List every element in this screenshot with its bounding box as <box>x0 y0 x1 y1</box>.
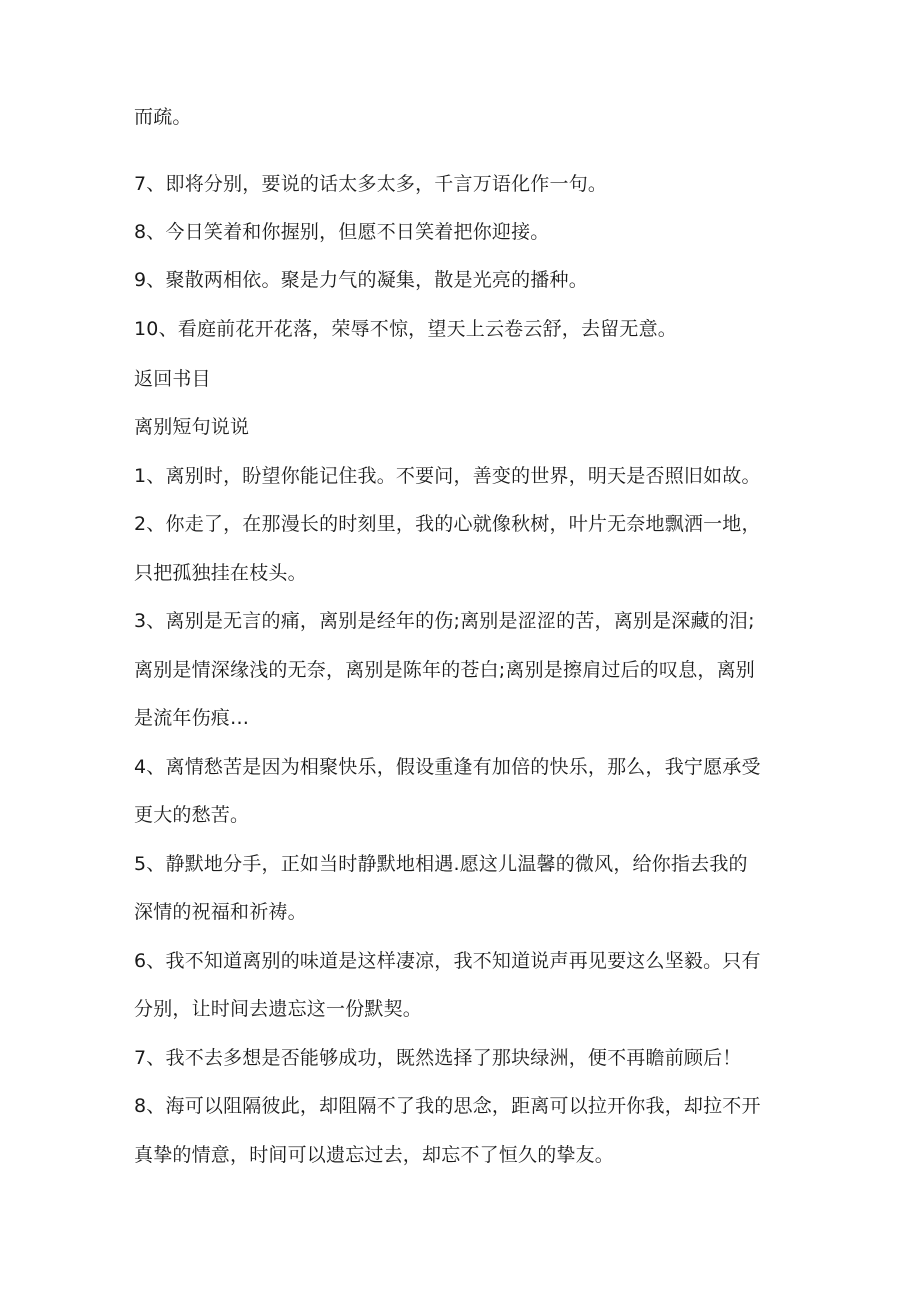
section-heading: 离别短句说说 <box>134 416 250 438</box>
text-line-item-9: 9、聚散两相依。聚是力气的凝集，散是光亮的播种。 <box>134 269 588 291</box>
text-line-item-1: 1、离别时，盼望你能记住我。不要问，善变的世界，明天是否照旧如故。 <box>134 465 761 487</box>
text-line-item-2: 2、你走了，在那漫长的时刻里，我的心就像秋树，叶片无奈地飘洒一地， <box>134 513 761 535</box>
text-line-item-10: 10、看庭前花开花落，荣辱不惊，望天上云卷云舒，去留无意。 <box>134 318 677 340</box>
text-line-item-6-cont: 分别，让时间去遗忘这一份默契。 <box>134 998 423 1020</box>
text-line-item-5: 5、静默地分手，正如当时静默地相遇.愿这儿温馨的微风，给你指去我的 <box>134 853 748 875</box>
text-line-continuation: 而疏。 <box>134 106 192 128</box>
text-line-item-8b: 8、海可以阻隔彼此，却阻隔不了我的思念，距离可以拉开你我，却拉不开 <box>134 1095 761 1117</box>
text-line-item-3-cont: 离别是情深缘浅的无奈，离别是陈年的苍白;离别是擦肩过后的叹息，离别 <box>134 659 756 681</box>
text-line-item-2-cont: 只把孤独挂在枝头。 <box>134 562 307 584</box>
text-line-item-3: 3、离别是无言的痛，离别是经年的伤;离别是涩涩的苦，离别是深藏的泪; <box>134 610 755 632</box>
text-line-item-3-cont: 是流年伤痕… <box>134 707 250 729</box>
text-line-item-7: 7、即将分别，要说的话太多太多，千言万语化作一句。 <box>134 173 608 195</box>
back-to-contents-text: 返回书目 <box>134 368 211 390</box>
text-line-item-4-cont: 更大的愁苦。 <box>134 804 250 826</box>
text-line-item-7b: 7、我不去多想是否能够成功，既然选择了那块绿洲，便不再瞻前顾后！ <box>134 1047 742 1069</box>
text-line-item-4: 4、离情愁苦是因为相聚快乐，假设重逢有加倍的快乐，那么，我宁愿承受 <box>134 756 761 778</box>
text-line-item-6: 6、我不知道离别的味道是这样凄凉，我不知道说声再见要这么坚毅。只有 <box>134 950 761 972</box>
text-line-item-8: 8、今日笑着和你握别，但愿不日笑着把你迎接。 <box>134 221 550 243</box>
text-line-item-8b-cont: 真挚的情意，时间可以遗忘过去，却忘不了恒久的挚友。 <box>134 1144 615 1166</box>
text-line-item-5-cont: 深情的祝福和祈祷。 <box>134 901 307 923</box>
